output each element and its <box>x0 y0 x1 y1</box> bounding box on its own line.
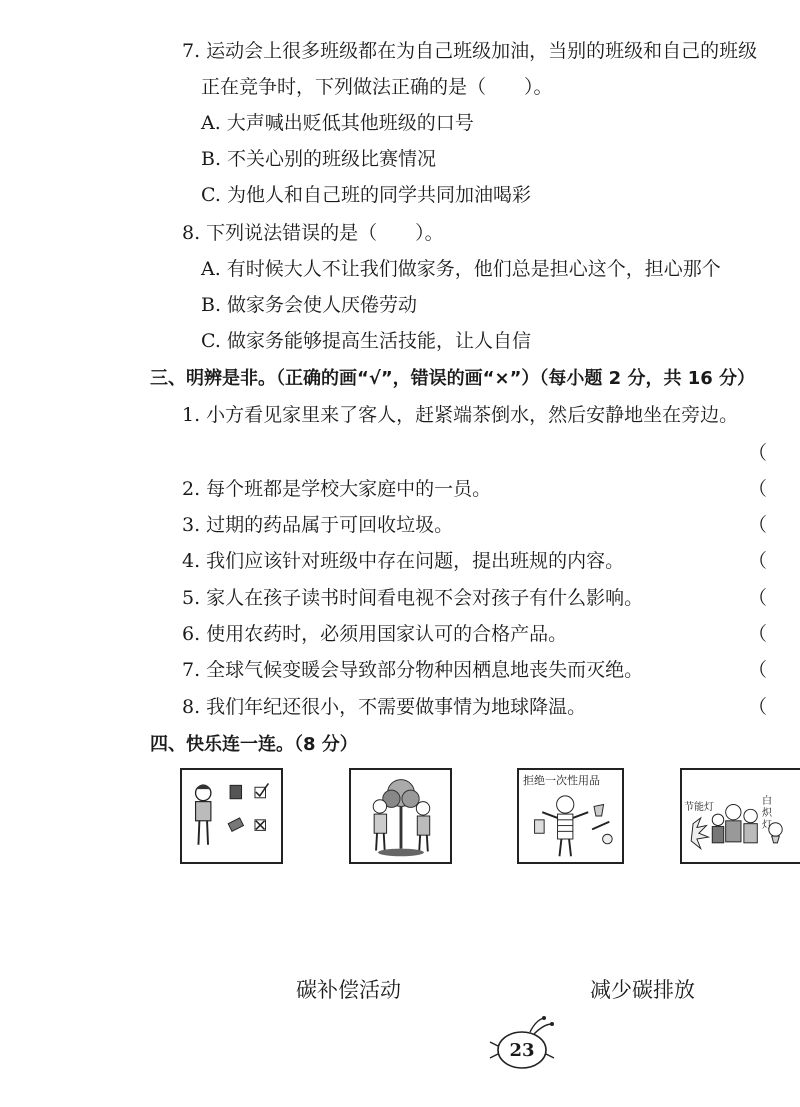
incandescent-lamp-label: 白炽灯 <box>762 796 772 831</box>
q8-option-b: B. 做家务会使人厌倦劳动 <box>201 294 418 316</box>
q7-stem-line1: 7. 运动会上很多班级都在为自己班级加油，当别的班级和自己的班级 <box>182 40 758 62</box>
q7-option-c: C. 为他人和自己班的同学共同加油喝彩 <box>201 184 531 206</box>
tf-answer-paren-5: （ <box>748 587 768 609</box>
boy-choices-illustration <box>182 770 281 862</box>
tf-answer-paren-7: （ <box>748 659 768 681</box>
q8-option-c: C. 做家务能够提高生活技能，让人自信 <box>201 330 531 352</box>
picture-energy-saving-lamps <box>680 768 800 864</box>
page-number-badge <box>482 1012 572 1072</box>
refuse-disposables-label: 拒绝一次性用品 <box>523 774 600 787</box>
tf-item-5: 5. 家人在孩子读书时间看电视不会对孩子有什么影响。 <box>182 587 644 609</box>
page-number: 23 <box>509 1040 535 1061</box>
tf-item-3: 3. 过期的药品属于可回收垃圾。 <box>182 514 454 536</box>
tf-answer-paren-4: （ <box>748 550 768 572</box>
tf-item-2: 2. 每个班都是学校大家庭中的一员。 <box>182 478 492 500</box>
tf-answer-paren-6: （ <box>748 623 768 645</box>
picture-boy-choices <box>180 768 283 864</box>
caption-reduce-emissions: 减少碳排放 <box>590 978 695 1002</box>
tf-item-8: 8. 我们年纪还很小，不需要做事情为地球降温。 <box>182 696 587 718</box>
tf-answer-paren-3: （ <box>748 514 768 536</box>
q7-option-b: B. 不关心别的班级比赛情况 <box>201 148 437 170</box>
q8-option-a: A. 有时候大人不让我们做家务，他们总是担心这个，担心那个 <box>201 258 721 280</box>
caption-carbon-offset: 碳补偿活动 <box>296 978 401 1002</box>
tf-item-6: 6. 使用农药时，必须用国家认可的合格产品。 <box>182 623 568 645</box>
picture-refuse-disposables <box>517 768 624 864</box>
tf-item-7: 7. 全球气候变暖会导致部分物种因栖息地丧失而灭绝。 <box>182 659 644 681</box>
picture-planting-trees <box>349 768 452 864</box>
section4-heading: 四、快乐连一连。（8 分） <box>150 734 358 755</box>
q7-option-a: A. 大声喊出贬低其他班级的口号 <box>201 112 474 134</box>
energy-saving-lamp-label: 节能灯 <box>684 802 714 813</box>
tf-item-1: 1. 小方看见家里来了客人，赶紧端茶倒水，然后安静地坐在旁边。 <box>182 404 739 426</box>
tf-answer-paren-2: （ <box>748 478 768 500</box>
q8-stem: 8. 下列说法错误的是（ ）。 <box>182 222 444 244</box>
tf-answer-paren-1: （ <box>748 442 768 464</box>
energy-saving-lamps-illustration <box>682 770 800 862</box>
tf-answer-paren-8: （ <box>748 696 768 718</box>
planting-trees-illustration <box>351 770 450 862</box>
tf-item-4: 4. 我们应该针对班级中存在问题，提出班规的内容。 <box>182 550 625 572</box>
q7-stem-line2: 正在竞争时，下列做法正确的是（ ）。 <box>201 76 553 98</box>
section3-heading: 三、明辨是非。（正确的画“√”，错误的画“×”）（每小题 2 分，共 16 分） <box>150 368 756 389</box>
